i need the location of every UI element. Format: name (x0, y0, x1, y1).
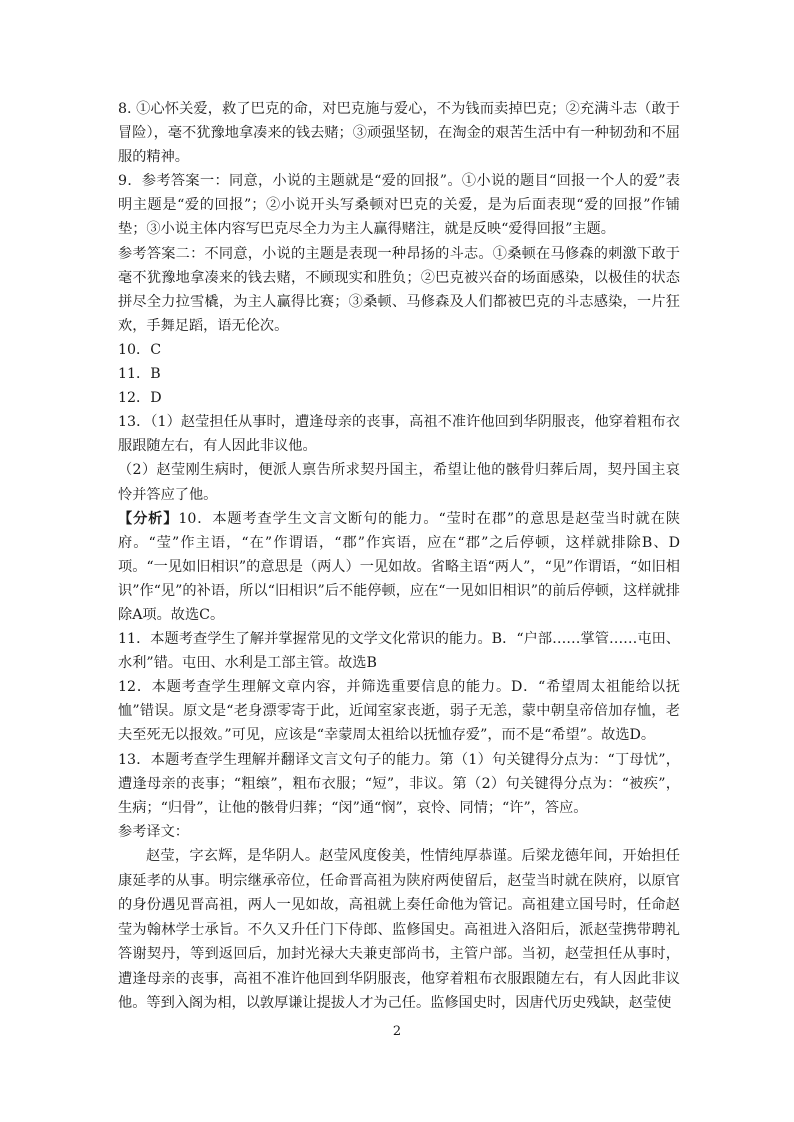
analysis-tag: 【分析】 (118, 510, 179, 527)
answer-8: 8. ①心怀关爱，救了巴克的命，对巴克施与爱心，不为钱而卖掉巴克；②充满斗志（敢于冒险），毫不犹豫地拿凑来的钱去赌；③顽强坚韧，在淘金的艰苦生活中有一种韧劲和不屈服的精神。 (118, 101, 680, 166)
analysis-11: 11．本题考查学生了解并掌握常见的文学文化常识的能力。B．“户部……掌管……屯田、水利”错。屯田、水利是工部主管。故选B (118, 631, 680, 672)
analysis-10 (118, 507, 680, 627)
translation-heading: 参考译文： (118, 823, 189, 840)
answer-9-option-1: 9．参考答案一：同意，小说的主题就是“爱的回报”。①小说的题目“回报一个人的爱”表明主题是“爱的回报”；②小说开头写桑顿对巴克的关爱，是为后面表现“爱的回报”作铺垫；③小说主体内容写巴克尽全力为主人赢得赌注，就是反映“爱得回报”主题。 (118, 173, 680, 238)
analysis-13: 13．本题考查学生理解并翻译文言文句子的能力。第（1）句关键得分点为：“丁母忧”，遭逢母亲的丧事；“粗缞”，粗布衣服；“短”，非议。第（2）句关键得分点为：“被疾”，生病；“归骨”，让他的骸骨归葬；“闵”通“悯”，哀怜、同情；“许”，答应。 (118, 751, 680, 816)
analysis-12: 12．本题考查学生理解文章内容，并筛选重要信息的能力。D．“希望周太祖能给以抚恤”错误。原文是“老身漂零寄于此，近闻室家丧逝，弱子无恙，蒙中朝皇帝倍加存恤，老夫至死无以报效。”可见，应该是“幸蒙周太祖给以抚恤存爱”，而不是“希望”。故选D。 (118, 679, 680, 744)
answer-11: 11．B (118, 366, 161, 383)
page-number: 2 (392, 1024, 402, 1039)
answer-12: 12．D (118, 390, 162, 407)
answer-13-part-1: 13．（1）赵莹担任从事时，遭逢母亲的丧事，高祖不准许他回到华阴服丧，他穿着粗布衣服跟随左右，有人因此非议他。 (118, 414, 680, 455)
answer-13-part-2: （2）赵莹刚生病时，便派人禀告所求契丹国主，希望让他的骸骨归葬后周，契丹国主哀怜并答应了他。 (118, 462, 680, 503)
analysis-10-text: 10．本题考查学生文言文断句的能力。“莹时在郡”的意思是赵莹当时就在陕府。“莹”作主语，“在”作谓语，“郡”作宾语，应在“郡”之后停顿，这样就排除B、D项。“一见如旧相识”的意思是（两人）一见如故。省略主语“两人”，“见”作谓语，“如旧相识”作“见”的补语，所以“旧相识”后不能停顿，应在“一见如旧相识”的前后停顿，这样就排除A项。故选C。 (118, 510, 680, 623)
answer-9-option-2: 参考答案二：不同意，小说的主题是表现一种昂扬的斗志。①桑顿在马修森的刺激下敢于毫不犹豫地拿凑来的钱去赌，不顾现实和胜负；②巴克被兴奋的场面感染，以极佳的状态拼尽全力拉雪橇，为主人赢得比赛；③桑顿、马修森及人们都被巴克的斗志感染，一片狂欢，手舞足蹈，语无伦次。 (118, 245, 680, 334)
translation-text: 赵莹，字玄辉，是华阴人。赵莹风度俊美，性情纯厚恭谨。后梁龙德年间，开始担任康延孝的从事。明宗继承帝位，任命晋高祖为陕府两使留后，赵莹当时就在陕府，以原官的身份遇见晋高祖，两人一见如故，高祖就上奏任命他为管记。高祖建立国号时，任命赵莹为翰林学士承旨。不久又升任门下侍郎、监修国史。高祖进入洛阳后，派赵莹携带聘礼答谢契丹，等到返回后，加封光禄大夫兼吏部尚书，主管户部。当初，赵莹担任从事时，遭逢母亲的丧事，高祖不准许他回到华阴服丧，他穿着粗布衣服跟随左右，有人因此非议他。等到入阁为相，以敦厚谦让提拔人才为己任。监修国史时，因唐代历史残缺，赵莹使 (118, 847, 680, 1012)
answer-10: 10．C (118, 341, 162, 358)
document-page (118, 97, 680, 1016)
